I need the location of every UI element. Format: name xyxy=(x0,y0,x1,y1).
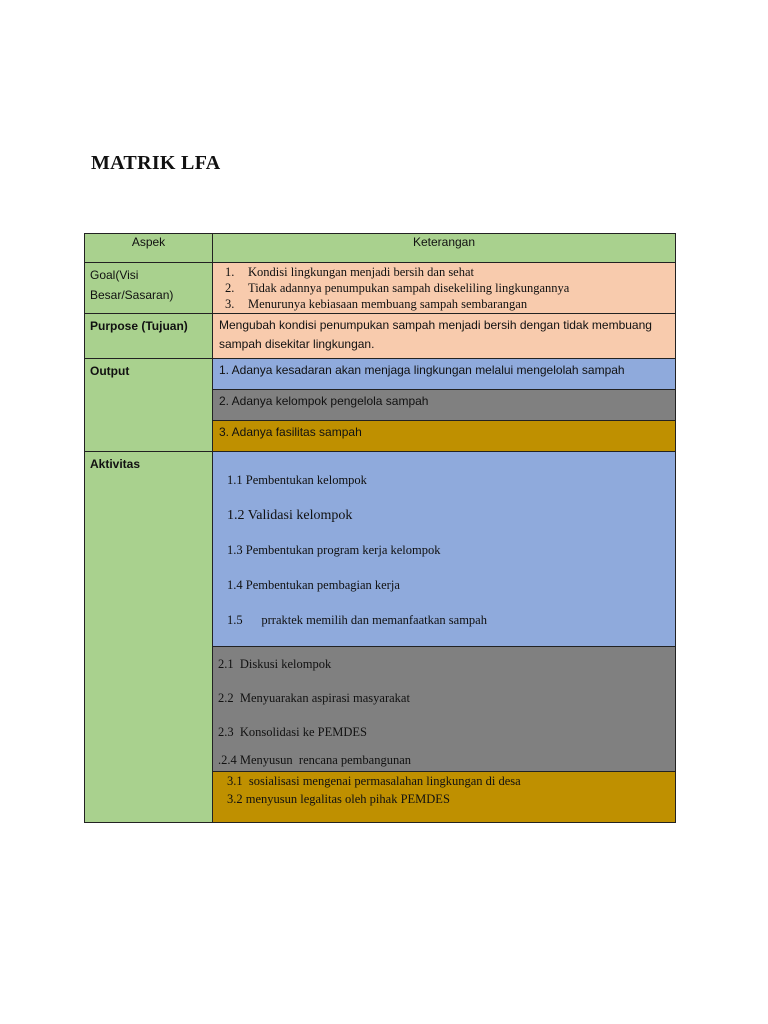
output-item-1: 1. Adanya kesadaran akan menjaga lingkungan melalui mengelolah sampah xyxy=(213,359,676,390)
goal-list xyxy=(213,264,675,312)
output-label: Output xyxy=(85,359,213,452)
output-item-2: 2. Adanya kelompok pengelola sampah xyxy=(213,390,676,421)
list-item: 1.5 prraktek memilih dan memanfaatkan sampah xyxy=(227,613,487,627)
aktivitas-group-1 xyxy=(213,452,676,647)
purpose-text: Mengubah kondisi penumpukan sampah menjadi bersih dengan tidak membuang sampah disekitar lingkungan. xyxy=(213,314,676,359)
list-item: 2.3 Konsolidasi ke PEMDES xyxy=(218,725,367,739)
output-item-3: 3. Adanya fasilitas sampah xyxy=(213,421,676,452)
goal-row xyxy=(85,263,676,314)
list-item: .2.4 Menyusun rencana pembangunan xyxy=(218,753,411,767)
goal-label: Goal(Visi Besar/Sasaran) xyxy=(85,263,213,314)
list-item: 3.2 menyusun legalitas oleh pihak PEMDES xyxy=(227,792,450,806)
header-keterangan: Keterangan xyxy=(213,234,676,263)
aktivitas-group-3 xyxy=(213,772,676,823)
list-item: 3. Menurunya kebiasaan membuang sampah sembarangan xyxy=(225,297,528,311)
lfa-matrix-table xyxy=(84,233,676,823)
aktivitas-group-2 xyxy=(213,647,676,772)
list-item: 1.1 Pembentukan kelompok xyxy=(227,473,367,487)
list-item: 3.1 sosialisasi mengenai permasalahan lingkungan di desa xyxy=(227,774,521,788)
list-item: 2.1 Diskusi kelompok xyxy=(218,657,332,671)
page-title: MATRIK LFA xyxy=(91,152,221,174)
list-item: 1.4 Pembentukan pembagian kerja xyxy=(227,578,400,592)
list-item: 1.3 Pembentukan program kerja kelompok xyxy=(227,543,441,557)
list-item: 2.2 Menyuarakan aspirasi masyarakat xyxy=(218,691,410,705)
aktivitas-row-1 xyxy=(85,452,676,647)
list-item: 1.2 Validasi kelompok xyxy=(227,508,353,523)
goal-content xyxy=(213,263,676,314)
aktivitas-label: Aktivitas xyxy=(85,452,213,823)
list-item: 1. Kondisi lingkungan menjadi bersih dan sehat xyxy=(225,265,475,279)
header-aspek: Aspek xyxy=(85,234,213,263)
purpose-row xyxy=(85,314,676,359)
list-item: 2. Tidak adannya penumpukan sampah disekeliling lingkungannya xyxy=(225,281,570,295)
purpose-label: Purpose (Tujuan) xyxy=(85,314,213,359)
table-header-row xyxy=(85,234,676,263)
output-row-1 xyxy=(85,359,676,390)
